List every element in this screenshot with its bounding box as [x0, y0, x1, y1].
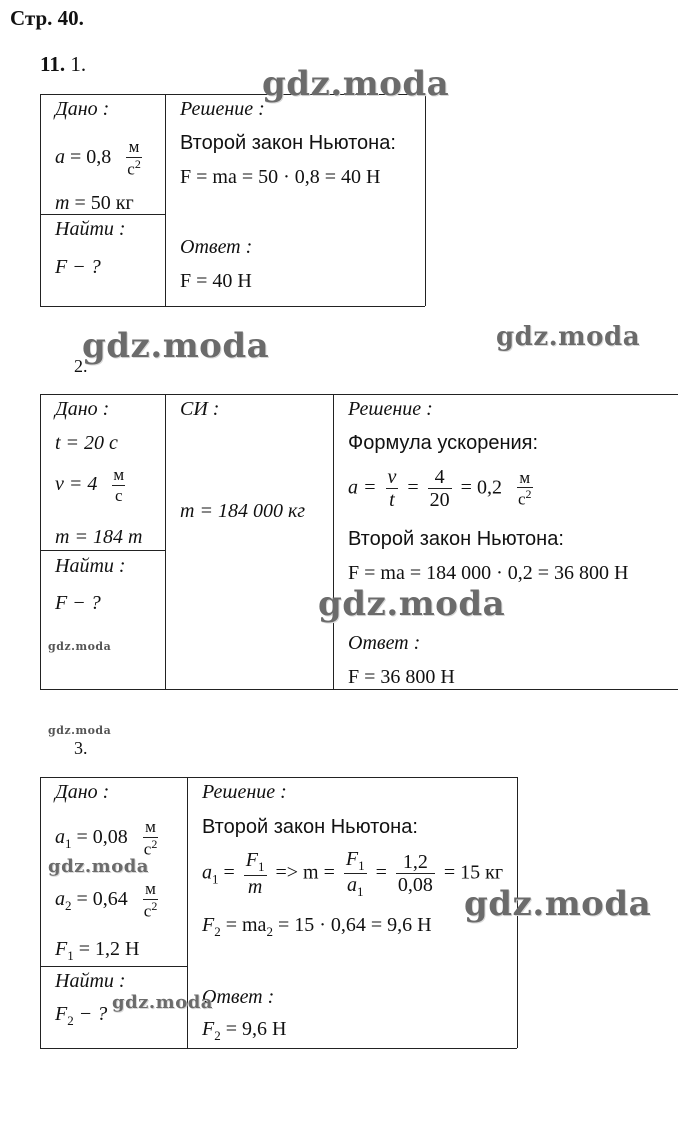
p1-find-value: F − ?: [55, 256, 101, 278]
p2-find-value: F − ?: [55, 592, 101, 614]
p2-answer-label: Ответ :: [348, 632, 421, 654]
p1-given-a: a = 0,8 $\frac{м}{с^2}$: [55, 137, 141, 179]
p2-law: Второй закон Ньютона:: [348, 528, 564, 550]
p3-mass-formula: $a_1$ = $\frac{F_1}{m}$ => m = $\frac{F_1}{a_1}$ = $\frac{1,2}{0,08}$ = 15 кг: [202, 848, 504, 900]
p2-find-label: Найти :: [55, 555, 126, 577]
p3-solution-label: Решение :: [202, 781, 287, 803]
p2-given-m: m = 184 т: [55, 526, 143, 548]
p2-si-label: СИ :: [180, 398, 220, 420]
p3-number: 3.: [74, 738, 88, 758]
p2-accel-title: Формула ускорения:: [348, 432, 539, 454]
p2-si-value: m = 184 000 кг: [180, 500, 306, 522]
p2-number: 2.: [74, 356, 88, 376]
p3-answer: $F_2 = 9,6$ Н: [202, 1018, 287, 1043]
watermark: gdz.moda: [48, 640, 112, 653]
watermark: gdz.moda: [464, 884, 652, 924]
p1-given-label: Дано :: [55, 98, 110, 120]
p1-answer-label: Ответ :: [180, 236, 253, 258]
p1-find-label: Найти :: [55, 218, 126, 240]
watermark: gdz.moda: [112, 992, 213, 1013]
p2-given-label: Дано :: [55, 398, 110, 420]
p1-solution-label: Решение :: [180, 98, 265, 120]
p3-given-a1: $a_1 = 0,08$ $\frac{м}{с^2}$: [55, 817, 158, 859]
p3-force-formula: $F_2 = ma_2 = 15 \cdot 0,64 = 9,6$ Н: [202, 914, 432, 939]
p3-find-label: Найти :: [55, 970, 126, 992]
task-number: [40, 52, 86, 77]
p2-given-v: v = 4 $\frac{м}{с}$: [55, 465, 125, 505]
p3-given-a2: $a_2 = 0,64$ $\frac{м}{с^2}$: [55, 879, 158, 921]
p3-law: Второй закон Ньютона:: [202, 816, 418, 838]
watermark: gdz.moda: [318, 584, 506, 624]
p2-answer: F = 36 800 Н: [348, 666, 455, 688]
p2-given-t: t = 20 с: [55, 432, 118, 454]
page-title: Стр. 40.: [10, 6, 84, 30]
p3-answer-label: Ответ :: [202, 986, 275, 1008]
p3-given-f1: $F_1 = 1,2$ Н: [55, 938, 140, 963]
watermark: gdz.moda: [262, 64, 450, 104]
watermark: gdz.moda: [48, 856, 149, 877]
p3-find-value: $F_2$ − ?: [55, 1003, 108, 1028]
p1-given-m: m = 50 кг: [55, 192, 134, 214]
p1-answer: F = 40 Н: [180, 270, 252, 292]
watermark: gdz.moda: [496, 322, 641, 352]
task-number-main: 11.: [40, 52, 66, 76]
watermark: gdz.moda: [82, 326, 270, 366]
task-part-1: 1.: [70, 52, 87, 76]
watermark: gdz.moda: [48, 724, 112, 737]
p1-formula: F = ma = 50 · 0,8 = 40 Н: [180, 166, 381, 188]
p2-accel-formula: a = $\frac{v}{t}$ = $\frac{4}{20}$ = 0,2 $\frac{м}{с^2}$: [348, 466, 532, 511]
p3-given-label: Дано :: [55, 781, 110, 803]
p1-law: Второй закон Ньютона:: [180, 132, 396, 154]
p2-solution-label: Решение :: [348, 398, 433, 420]
p2-formula: F = ma = 184 000 · 0,2 = 36 800 Н: [348, 562, 629, 584]
